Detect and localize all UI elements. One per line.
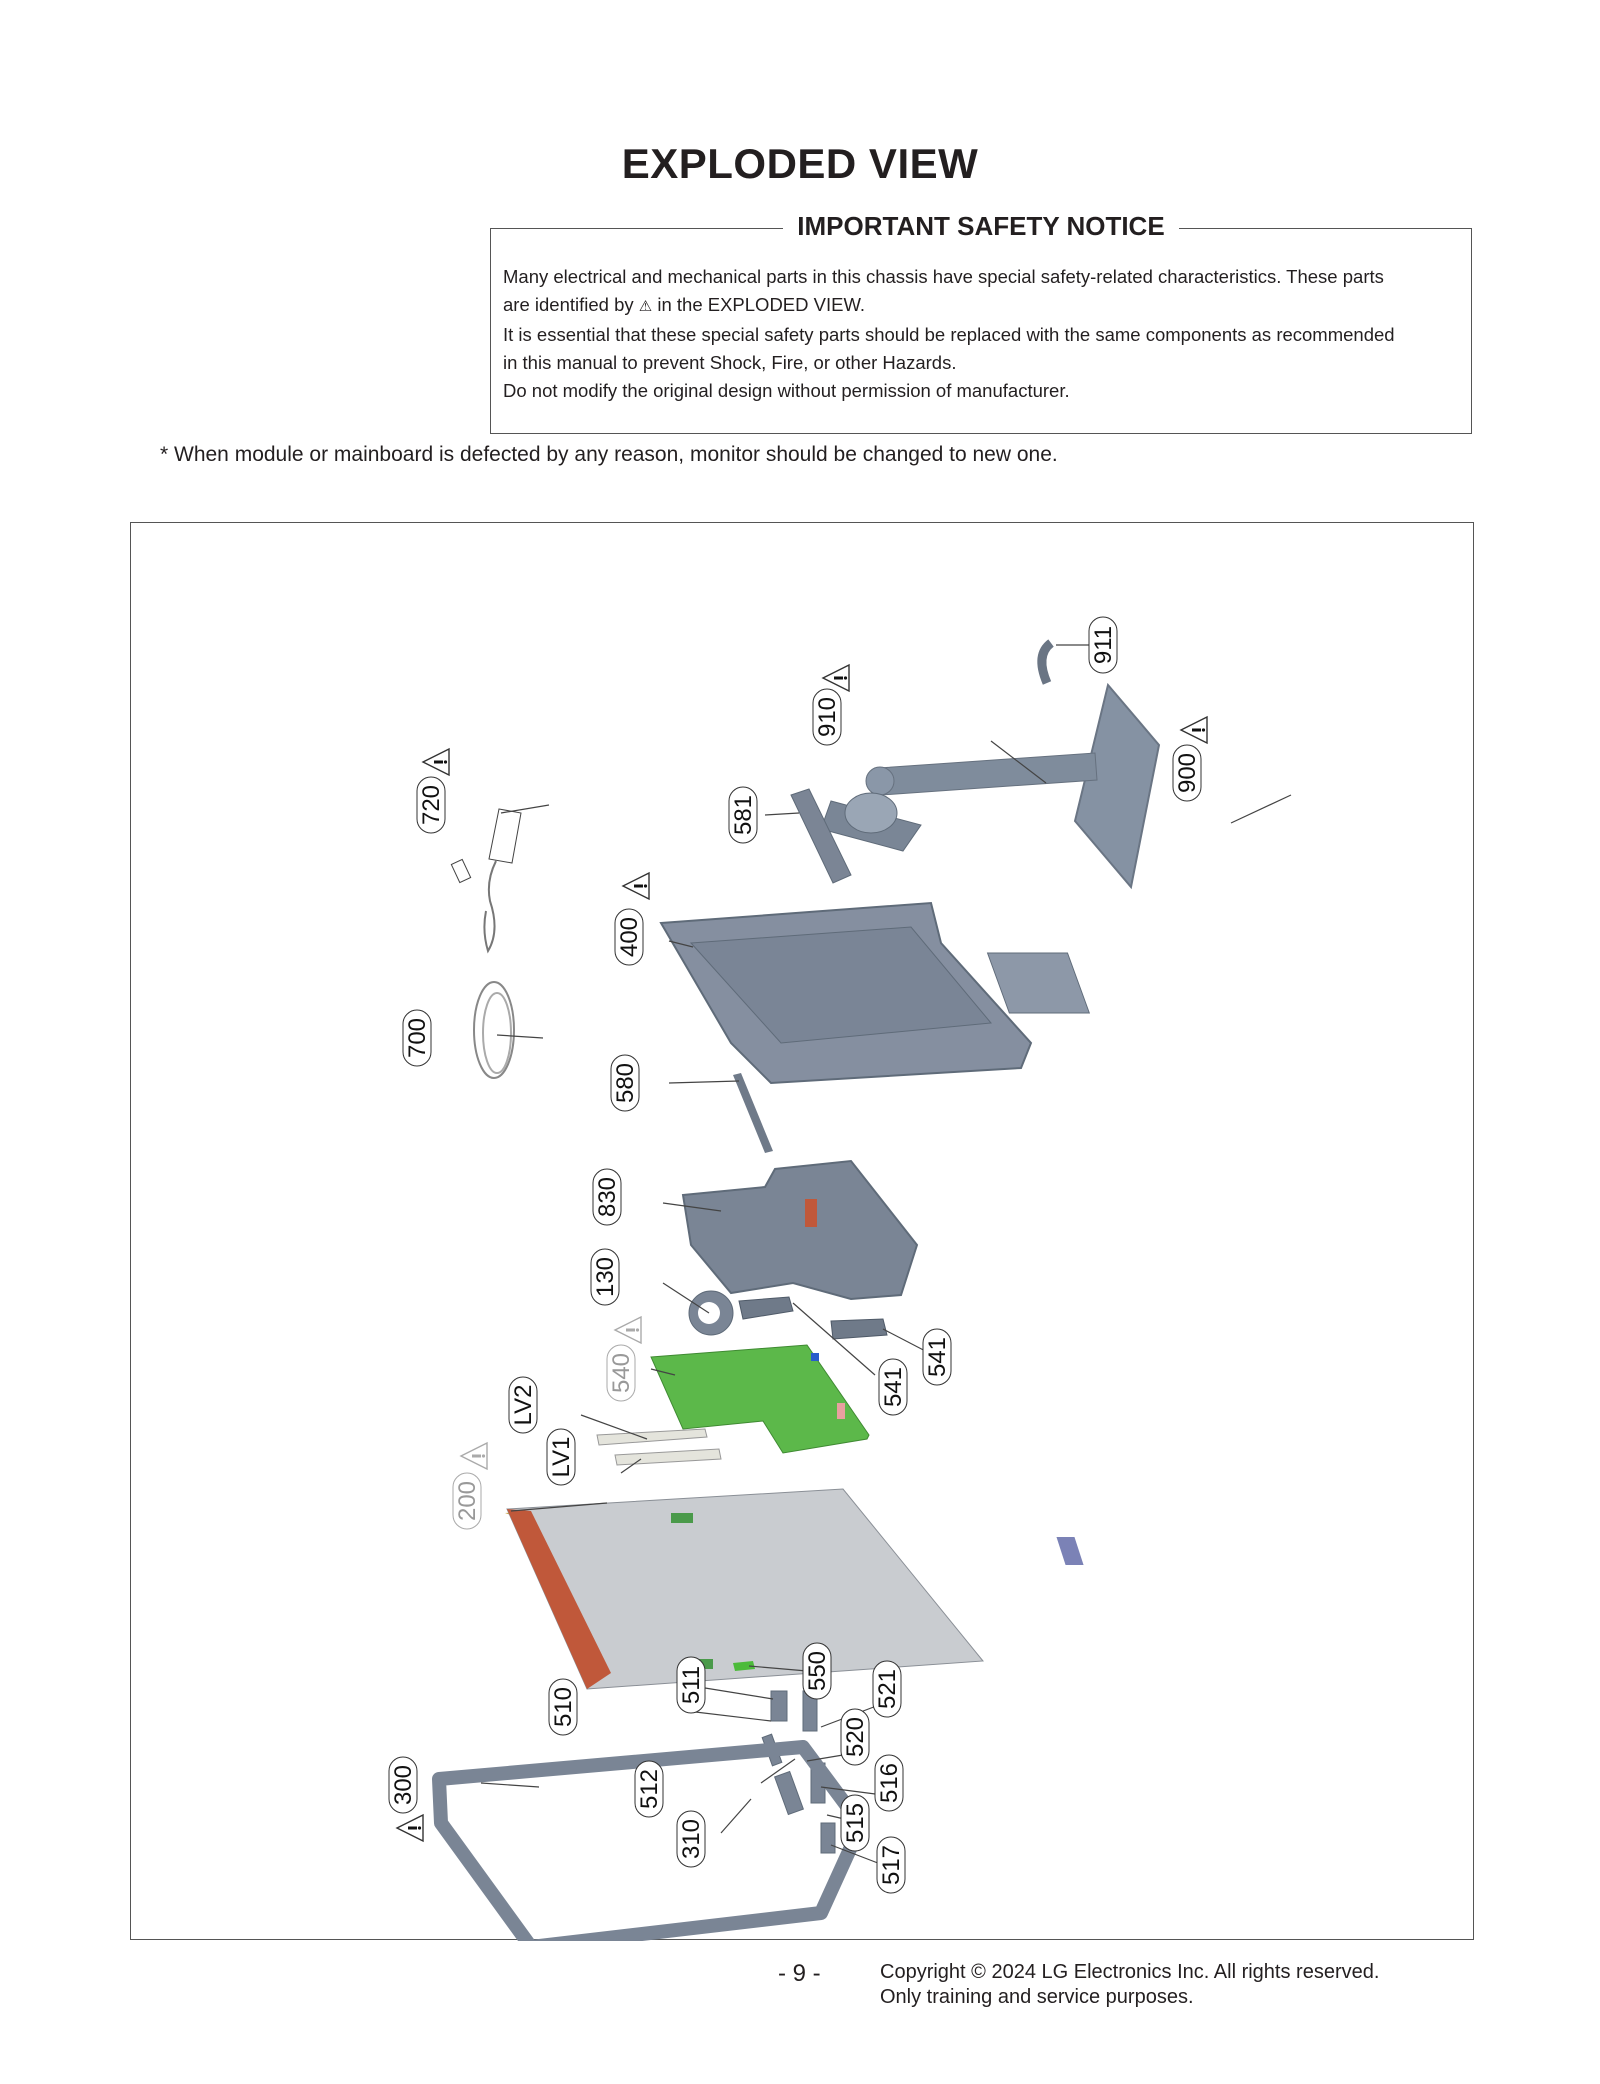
- callout-510: [549, 1679, 577, 1735]
- notice-line-4: in this manual to prevent Shock, Fire, or other Hazards.: [503, 352, 957, 373]
- safety-notice-heading: IMPORTANT SAFETY NOTICE: [783, 211, 1178, 241]
- notice-line-5: Do not modify the original design without permission of manufacturer.: [503, 380, 1070, 401]
- svg-text:516: 516: [876, 1762, 903, 1804]
- safety-warning-icon: [615, 1317, 641, 1343]
- svg-text:910: 910: [814, 696, 841, 738]
- page-title: EXPLODED VIEW: [621, 140, 979, 187]
- callout-521: [873, 1661, 901, 1717]
- stand-arm-part: [821, 753, 1097, 851]
- callout-720: [417, 777, 445, 833]
- callout-310: [677, 1811, 705, 1867]
- callout-520: [841, 1709, 869, 1765]
- callout-700: [403, 1010, 431, 1066]
- copyright-line-1: Copyright © 2024 LG Electronics Inc. All rights reserved.: [880, 1961, 1380, 1983]
- safety-warning-icon: [823, 665, 849, 691]
- lvds-cable-lv1-part: [615, 1449, 721, 1465]
- svg-text:900: 900: [1174, 752, 1201, 794]
- svg-text:510: 510: [550, 1686, 577, 1728]
- exploded-view-diagram: [130, 522, 1474, 1940]
- lvds-cable-lv2-part: [597, 1429, 707, 1445]
- svg-text:400: 400: [616, 916, 643, 958]
- callout-517: [877, 1837, 905, 1893]
- callout-830: [593, 1169, 621, 1225]
- svg-text:720: 720: [418, 784, 445, 826]
- notice-line-2-pre: are identified by: [503, 294, 634, 315]
- callout-515: [841, 1795, 869, 1851]
- notice-line-3: It is essential that these special safety parts should be replaced with the same components as recommended: [503, 324, 1395, 345]
- callout-511: [677, 1657, 705, 1713]
- svg-text:911: 911: [1090, 625, 1117, 665]
- warning-triangle-icon: ⚠: [638, 298, 653, 315]
- callout-512: [635, 1761, 663, 1817]
- callout-541b: [923, 1329, 951, 1385]
- strip-part: [733, 1073, 773, 1153]
- callout-910: [813, 689, 841, 745]
- svg-text:515: 515: [842, 1802, 869, 1844]
- svg-text:580: 580: [612, 1062, 639, 1104]
- safety-notice-box: [490, 211, 1472, 434]
- svg-text:830: 830: [594, 1176, 621, 1218]
- safety-warning-icon: [397, 1815, 423, 1841]
- safety-warning-icon: [623, 873, 649, 899]
- shield-chassis-part: [683, 1161, 917, 1299]
- safety-warning-icon: [1181, 717, 1207, 743]
- svg-text:200: 200: [454, 1480, 481, 1522]
- page-number: - 9 -: [778, 1960, 821, 1987]
- safety-warning-icon: [423, 749, 449, 775]
- safety-notice-body: [503, 263, 1459, 405]
- cover-541b-part: [831, 1319, 887, 1339]
- svg-text:LV1: LV1: [548, 1436, 575, 1478]
- callout-581: [729, 787, 757, 843]
- svg-text:511: 511: [678, 1665, 705, 1705]
- power-cord-part: [474, 982, 514, 1078]
- fan-part: [689, 1291, 733, 1335]
- safety-warning-icon: [461, 1443, 487, 1469]
- callout-130: [591, 1249, 619, 1305]
- ac-adapter-part: [451, 809, 521, 951]
- callout-400: [615, 909, 643, 965]
- cover-541a-part: [739, 1297, 793, 1319]
- callout-900: [1173, 745, 1201, 801]
- callout-550: [803, 1643, 831, 1699]
- svg-text:581: 581: [730, 794, 757, 836]
- svg-text:700: 700: [404, 1017, 431, 1059]
- svg-text:520: 520: [842, 1716, 869, 1758]
- svg-text:130: 130: [592, 1256, 619, 1298]
- module-replacement-note: * When module or mainboard is defected by any reason, monitor should be changed to new one.: [160, 443, 1058, 466]
- callout-300: [389, 1757, 417, 1813]
- svg-text:310: 310: [678, 1818, 705, 1860]
- callout-200: [453, 1473, 481, 1529]
- svg-text:540: 540: [608, 1352, 635, 1394]
- cable-clip-part: [1042, 643, 1051, 683]
- svg-text:300: 300: [390, 1764, 417, 1806]
- stand-base-part: [1075, 685, 1159, 887]
- lcd-panel-part: [505, 1489, 1084, 1692]
- callout-516: [875, 1755, 903, 1811]
- notice-line-2-post: in the EXPLODED VIEW.: [652, 294, 866, 315]
- bracket-bar-part: [791, 789, 851, 883]
- callout-580: [611, 1055, 639, 1111]
- svg-text:512: 512: [636, 1768, 663, 1810]
- callout-541a: [879, 1359, 907, 1415]
- back-cover-part: [661, 903, 1089, 1083]
- copyright-line-2: Only training and service purposes.: [880, 1986, 1194, 2008]
- callout-LV1: [547, 1429, 575, 1485]
- callout-540: [607, 1345, 635, 1401]
- svg-text:517: 517: [878, 1844, 905, 1886]
- svg-text:541: 541: [880, 1366, 907, 1408]
- callout-911: [1089, 617, 1117, 673]
- svg-text:550: 550: [804, 1650, 831, 1692]
- svg-text:521: 521: [874, 1668, 901, 1710]
- notice-line-1: Many electrical and mechanical parts in this chassis have special safety-related characteristics. These parts: [503, 266, 1384, 287]
- copyright-footer: [880, 1960, 1379, 2010]
- callout-LV2: [509, 1377, 537, 1433]
- svg-text:541: 541: [924, 1336, 951, 1378]
- svg-text:LV2: LV2: [510, 1384, 537, 1426]
